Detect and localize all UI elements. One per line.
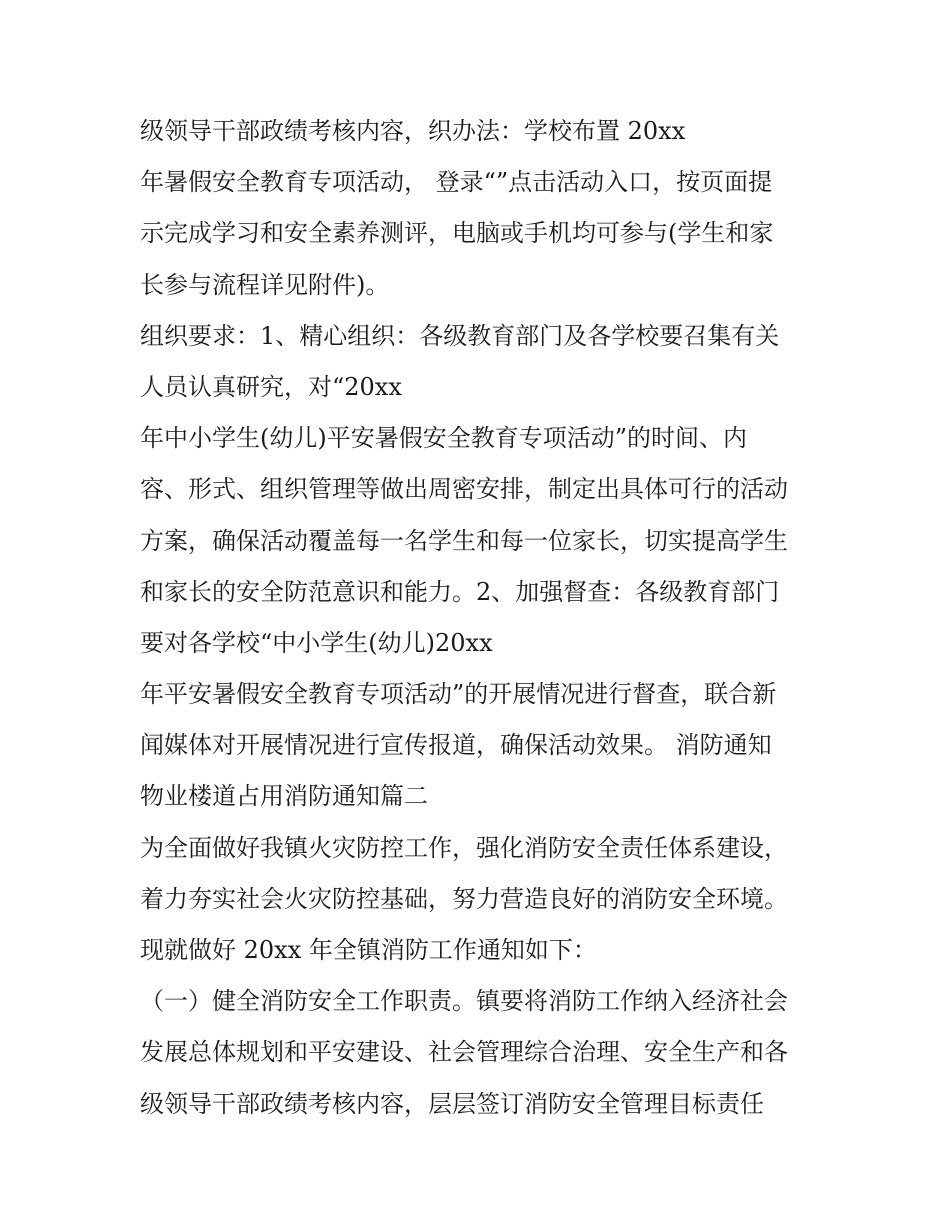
text-line: 年平安暑假安全教育专项活动”的开展情况进行督查，联合新 <box>140 680 777 709</box>
text-line: 组织要求：1、精心组织：各级教育部门及各学校要召集有关 <box>140 321 780 350</box>
text-line: 为全面做好我镇火灾防控工作，强化消防安全责任体系建设， <box>140 833 788 862</box>
text-line: 级领导干部政绩考核内容，层层签订消防安全管理目标责任 <box>140 1089 764 1118</box>
text-line: 闻媒体对开展情况进行宣传报道，确保活动效果。 消防通知 <box>140 731 772 760</box>
text-line: 级领导干部政绩考核内容，织办法：学校布置 20xx <box>140 117 686 145</box>
section-heading: 物业楼道占用消防通知篇二 <box>140 782 428 811</box>
text-line: 着力夯实社会火灾防控基础，努力营造良好的消防安全环境。 <box>140 884 788 913</box>
text-line: 年暑假安全教育专项活动， 登录“”点击活动入口，按页面提 <box>140 168 773 197</box>
text-line: 容、形式、组织管理等做出周密安排，制定出具体可行的活动 <box>140 475 788 504</box>
text-line: 发展总体规划和平安建设、社会管理综合治理、安全生产和各 <box>140 1038 788 1067</box>
text-line: 年中小学生(幼儿)平安暑假安全教育专项活动”的时间、内 <box>140 424 747 453</box>
text-line: 长参与流程详见附件)。 <box>140 270 390 299</box>
text-line: 人员认真研究，对“20xx <box>140 372 402 401</box>
text-line: （一）健全消防安全工作职责。镇要将消防工作纳入经济社会 <box>140 987 788 1016</box>
document-body <box>140 106 830 1130</box>
text-line: 要对各学校“中小学生(幼儿)20xx <box>140 628 493 657</box>
text-line: 现就做好 20xx 年全镇消防工作通知如下： <box>140 936 597 964</box>
text-line: 示完成学习和安全素养测评，电脑或手机均可参与(学生和家 <box>140 219 774 248</box>
text-line: 和家长的安全防范意识和能力。2、加强督查：各级教育部门 <box>140 577 780 606</box>
text-line: 方案，确保活动覆盖每一名学生和每一位家长，切实提高学生 <box>140 526 788 555</box>
